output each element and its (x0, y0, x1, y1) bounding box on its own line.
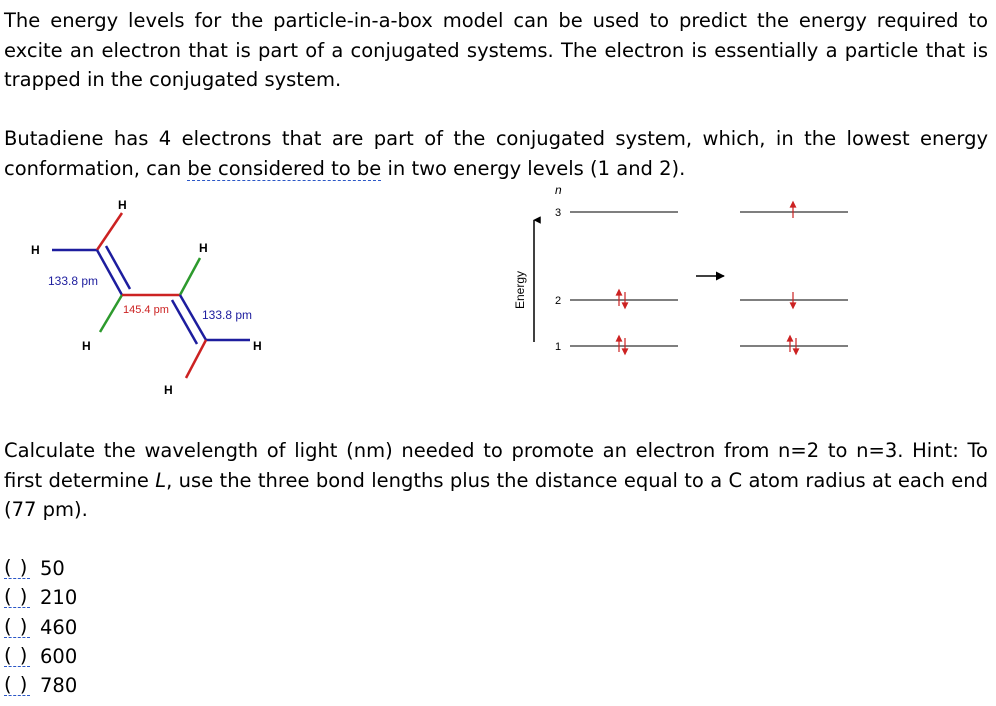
question-variable-L: L (155, 468, 167, 492)
bond-length-label-2: 145.4 pm (123, 304, 169, 316)
question-text-after: , use the three bond lengths plus the distance equal to a C atom radius at each end (77 pm). (4, 468, 988, 521)
question-text-before: Calculate the wavelength of light (nm) needed to promote an electron from n=2 to n=3. Hint: To first determine (4, 439, 988, 492)
choice-50[interactable] (4, 554, 77, 583)
bond-c3-h (180, 258, 200, 295)
bond-c2-h (100, 295, 122, 332)
electron-pair-level-2 (617, 290, 628, 308)
radio-button[interactable]: ( ) (4, 585, 29, 609)
atom-h-right: H (253, 339, 262, 353)
bond-c1-c2-double-a (97, 250, 122, 295)
bond-length-label-3: 133.8 pm (202, 308, 253, 322)
intro-paragraph: The energy levels for the particle-in-a-box model can be used to predict the energy required to excite an electron that is part of a conjugated systems. The electron is essentially a particle that is trapped in the conjugated system. (4, 9, 988, 91)
atom-h-bottom: H (164, 383, 173, 397)
choice-label: 460 (40, 615, 78, 639)
excited-electron-pair-level-1 (788, 336, 799, 354)
energy-level-diagram (500, 180, 860, 360)
butadiene-text-before: Butadiene has 4 electrons that are part of the conjugated system, which, in the lowest energy conformation, can (4, 127, 988, 180)
level-label-1: 1 (555, 341, 562, 353)
energy-axis-label: Energy (513, 270, 527, 310)
choice-label: 50 (40, 557, 65, 580)
choice-label: 210 (40, 586, 78, 610)
radio-button[interactable]: ( ) (4, 673, 29, 697)
bond-c1-h-top (97, 213, 122, 250)
choice-460[interactable] (4, 613, 77, 642)
radio-button[interactable]: ( ) (4, 614, 29, 638)
atom-h-left: H (31, 243, 40, 257)
question-paragraph (4, 436, 988, 525)
atom-h-top-left: H (118, 198, 127, 212)
bond-c1-c2-double-b (106, 246, 130, 289)
bond-length-label-1: 133.8 pm (48, 274, 99, 288)
n-header: n (555, 183, 562, 197)
electron-pair-level-1 (617, 336, 628, 354)
bond-c3-c4-double-b (172, 300, 197, 344)
atom-h-lower-left: H (82, 339, 91, 353)
choice-label: 600 (40, 644, 78, 668)
underlined-phrase: be considered to be (187, 156, 382, 180)
butadiene-text-after: in two energy levels (1 and 2). (381, 156, 686, 180)
atom-h-mid-top: H (199, 241, 208, 255)
butadiene-paragraph (4, 124, 988, 183)
radio-button[interactable]: ( ) (4, 644, 29, 668)
choice-780[interactable] (4, 671, 77, 700)
answer-choices (4, 554, 77, 700)
choice-210[interactable] (4, 583, 77, 612)
level-label-2: 2 (555, 295, 562, 307)
level-label-3: 3 (555, 207, 562, 219)
choice-label: 780 (40, 674, 78, 698)
radio-button[interactable]: ( ) (4, 556, 29, 580)
butadiene-structure (0, 190, 300, 415)
choice-600[interactable] (4, 642, 77, 671)
excited-electron-level-3 (791, 202, 796, 218)
bond-c4-h-bottom (186, 340, 206, 378)
